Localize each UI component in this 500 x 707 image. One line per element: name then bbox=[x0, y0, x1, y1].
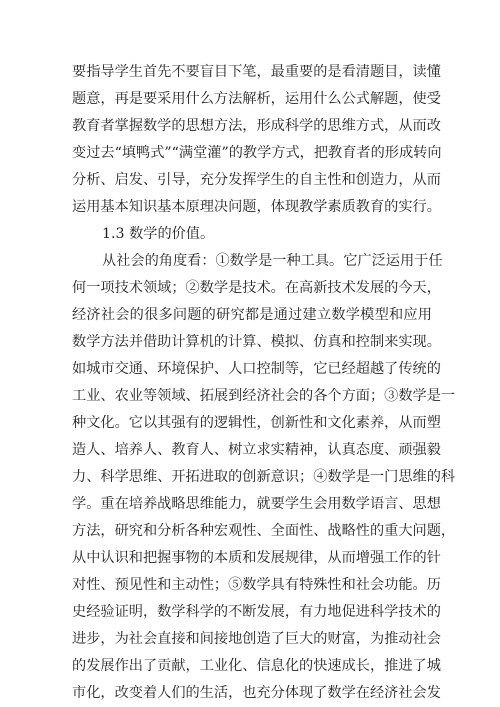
paragraph-line: 工业、农业等领域、拓展到经济社会的各个方面；③数学是一 bbox=[72, 388, 456, 404]
paragraph-line: 的发展作出了贡献，工业化、信息化的快速成长，推进了城 bbox=[72, 658, 441, 674]
paragraph-line: 教育者掌握数学的思想方法，形成科学的思维方式，从而改 bbox=[72, 118, 441, 134]
paragraph-line: 变过去“填鸭式”“满堂灌”的教学方式，把教育者的形成转向 bbox=[72, 145, 442, 161]
paragraph-line: 学。重在培养战略思维能力，就要学生会用数学语言、思想 bbox=[72, 496, 441, 512]
section-heading: 1.3 数学的价值。 bbox=[102, 226, 215, 242]
paragraph-line: 何一项技术领域；②数学是技术。在高新技术发展的今天， bbox=[72, 280, 441, 296]
paragraph-line: 对性、预见性和主动性；⑤数学具有特殊性和社会功能。历 bbox=[72, 577, 441, 593]
paragraph-line: 要指导学生首先不要盲目下笔，最重要的是看清题目，读懂 bbox=[72, 64, 441, 80]
paragraph-line: 史经验证明，数学科学的不断发展，有力地促进科学技术的 bbox=[72, 604, 441, 620]
paragraph-line: 种文化。它以其强有的逻辑性，创新性和文化素养，从而塑 bbox=[72, 415, 441, 431]
paragraph-line: 进步，为社会直接和间接地创造了巨大的财富，为推动社会 bbox=[72, 631, 441, 647]
paragraph-line: 运用基本知识基本原理决问题，体现教学素质教育的实行。 bbox=[72, 199, 441, 215]
paragraph-line: 经济社会的很多问题的研究都是通过建立数学模型和应用 bbox=[72, 307, 432, 323]
paragraph-line: 力、科学思维、开拓进取的创新意识；④数学是一门思维的科 bbox=[72, 469, 456, 485]
paragraph-line: 造人、培养人、教育人、树立求实精神，认真态度、顽强毅 bbox=[72, 442, 441, 458]
paragraph-line: 市化，改变着人们的生活，也充分体现了数学在经济社会发 bbox=[72, 685, 441, 701]
paragraph-line: 数学方法并借助计算机的计算、模拟、仿真和控制来实现。 bbox=[72, 334, 441, 350]
paragraph-line: 如城市交通、环境保护、人口控制等，它已经超越了传统的 bbox=[72, 361, 441, 377]
paragraph-line: 从社会的角度看：①数学是一种工具。它广泛运用于任 bbox=[102, 253, 443, 269]
paragraph-line: 题意，再是要采用什么方法解析，运用什么公式解题，使受 bbox=[72, 91, 441, 107]
paragraph-line: 方法，研究和分析各种宏观性、全面性、战略性的重大问题， bbox=[72, 523, 456, 539]
paragraph-line: 分析、启发、引导，充分发挥学生的自主性和创造力，从而 bbox=[72, 172, 441, 188]
paragraph-line: 从中认识和把握事物的本质和发展规律，从而增强工作的针 bbox=[72, 550, 441, 566]
